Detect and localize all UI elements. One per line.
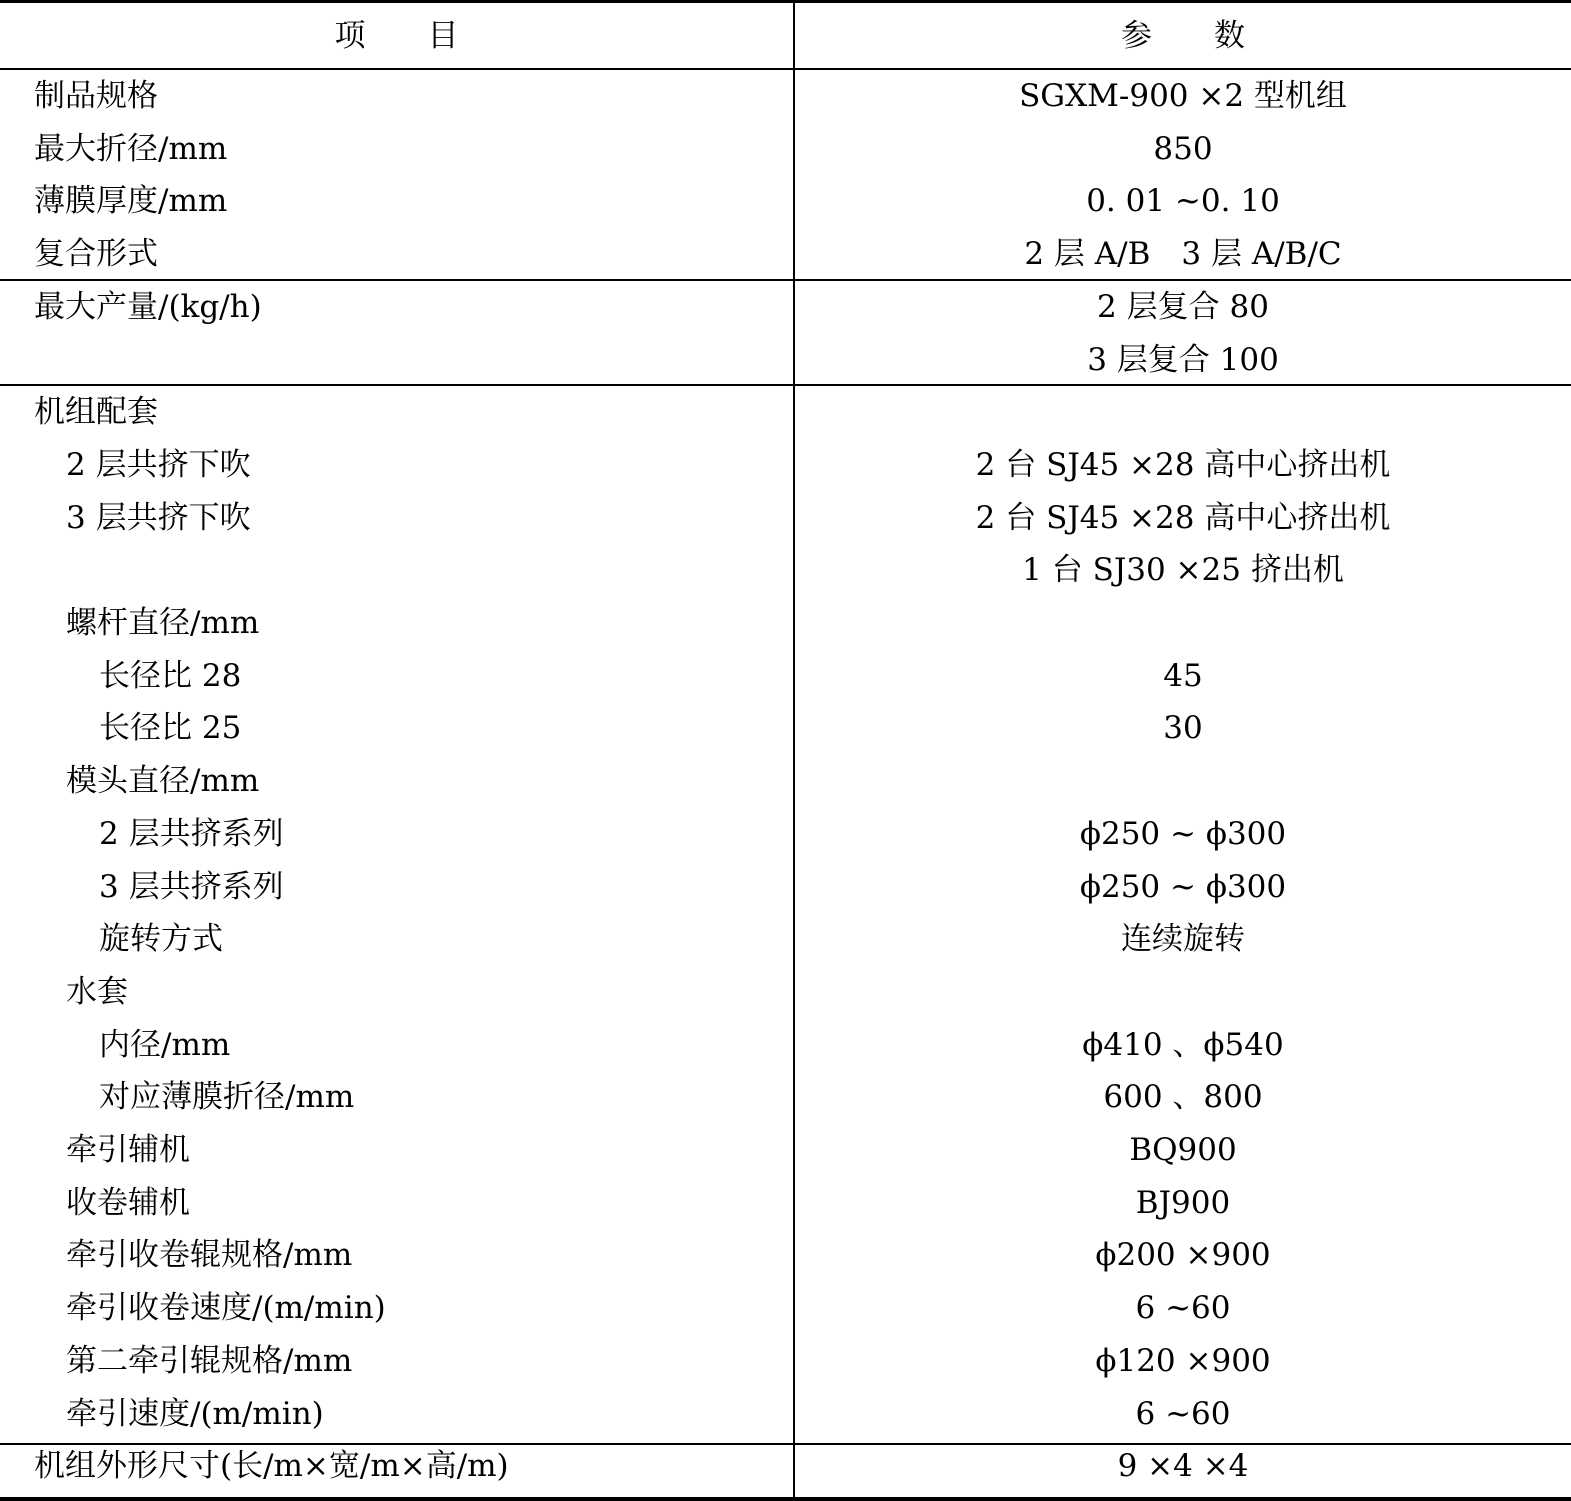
item-cell: 水套: [66, 973, 128, 1010]
item-cell: 2 层共挤系列: [99, 815, 284, 852]
table-row: [0, 1071, 1571, 1124]
table-row: [0, 597, 1571, 650]
item-cell: 长径比 25: [99, 710, 242, 747]
item-cell: 制品规格: [34, 78, 158, 114]
table-row: [0, 1335, 1571, 1388]
item-cell: 旋转方式: [99, 921, 223, 958]
value-cell: [795, 755, 1571, 808]
value-cell: ϕ250 ~ ϕ300: [1079, 868, 1287, 905]
value-cell: BJ900: [1135, 1184, 1231, 1221]
item-cell: 3 层共挤系列: [99, 868, 284, 905]
value-cell: 9 ×4 ×4: [1117, 1448, 1249, 1485]
table-row: [0, 175, 1571, 228]
value-cell: [795, 966, 1571, 1019]
item-cell: 复合形式: [34, 236, 158, 273]
item-cell: 模头直径/mm: [66, 763, 260, 800]
table-row: [0, 1440, 1571, 1493]
table-row: [0, 755, 1571, 808]
value-cell: ϕ200 ×900: [1095, 1237, 1271, 1274]
value-cell: 2 层 A/B 3 层 A/B/C: [1024, 236, 1342, 273]
value-cell: 2 层复合 80: [1097, 288, 1269, 325]
value-cell: 850: [1153, 130, 1213, 167]
table-row: [0, 439, 1571, 492]
value-cell: 2 台 SJ45 ×28 高中心挤出机: [975, 446, 1391, 483]
value-cell: BQ900: [1129, 1132, 1237, 1168]
value-cell: ϕ120 ×900: [1095, 1342, 1271, 1379]
value-cell: ϕ410 、ϕ540: [1082, 1026, 1284, 1063]
item-cell: 长径比 28: [99, 657, 242, 694]
header-param: 参 数: [1121, 18, 1245, 54]
value-cell: 45: [1163, 657, 1203, 694]
item-cell: 对应薄膜折径/mm: [99, 1079, 355, 1116]
table-row: [0, 1229, 1571, 1282]
table-row: [0, 650, 1571, 703]
item-cell: 螺杆直径/mm: [66, 605, 260, 641]
table-row: [0, 1282, 1571, 1335]
value-cell: 3 层复合 100: [1087, 341, 1279, 378]
item-cell: 牵引收卷辊规格/mm: [66, 1237, 353, 1274]
table-row: [0, 1124, 1571, 1177]
table-row: [0, 70, 1571, 123]
table-row: [0, 123, 1571, 176]
value-cell: 2 台 SJ45 ×28 高中心挤出机: [975, 499, 1391, 536]
item-cell: 牵引收卷速度/(m/min): [66, 1290, 386, 1327]
item-cell: 最大产量/(kg/h): [34, 288, 262, 325]
table-row: [0, 386, 1571, 439]
item-cell: 机组外形尺寸(长/m×宽/m×高/m): [34, 1448, 509, 1485]
value-cell: [795, 386, 1571, 439]
table-row: [0, 544, 1571, 597]
table-row: [0, 228, 1571, 281]
table-row: [0, 966, 1571, 1019]
table-row: [0, 702, 1571, 755]
header-item: 项 目: [334, 18, 459, 54]
item-cell: 牵引速度/(m/min): [66, 1395, 324, 1432]
item-cell: 2 层共挤下吹: [66, 446, 251, 483]
value-cell: 连续旋转: [1121, 921, 1245, 958]
table-row: [0, 1019, 1571, 1072]
item-cell: 收卷辅机: [66, 1184, 190, 1221]
value-cell: 6 ~60: [1135, 1290, 1231, 1327]
value-cell: 6 ~60: [1135, 1395, 1231, 1432]
bottom-rule: [0, 1497, 1571, 1501]
table-row: [0, 1388, 1571, 1441]
value-cell: [795, 597, 1571, 650]
item-cell: 3 层共挤下吹: [66, 499, 251, 536]
value-cell: 30: [1163, 710, 1203, 747]
table-row: [0, 913, 1571, 966]
table-row: [0, 861, 1571, 914]
item-cell: 机组配套: [34, 394, 158, 431]
table-row: [0, 334, 1571, 387]
value-cell: 1 台 SJ30 ×25 挤出机: [1022, 552, 1344, 589]
value-cell: ϕ250 ~ ϕ300: [1079, 815, 1287, 852]
value-cell: 600 、800: [1103, 1079, 1263, 1116]
table-row: [0, 1177, 1571, 1230]
item-cell: 薄膜厚度/mm: [34, 183, 228, 220]
table-row: [0, 808, 1571, 861]
item-cell: 内径/mm: [99, 1026, 231, 1063]
item-cell: 最大折径/mm: [34, 130, 228, 167]
item-cell: 第二牵引辊规格/mm: [66, 1342, 353, 1379]
value-cell: SGXM-900 ×2 型机组: [1019, 78, 1347, 114]
table-row: [0, 281, 1571, 334]
value-cell: 0. 01 ~0. 10: [1086, 183, 1280, 220]
item-cell: 牵引辅机: [66, 1132, 190, 1168]
table-row: [0, 492, 1571, 545]
